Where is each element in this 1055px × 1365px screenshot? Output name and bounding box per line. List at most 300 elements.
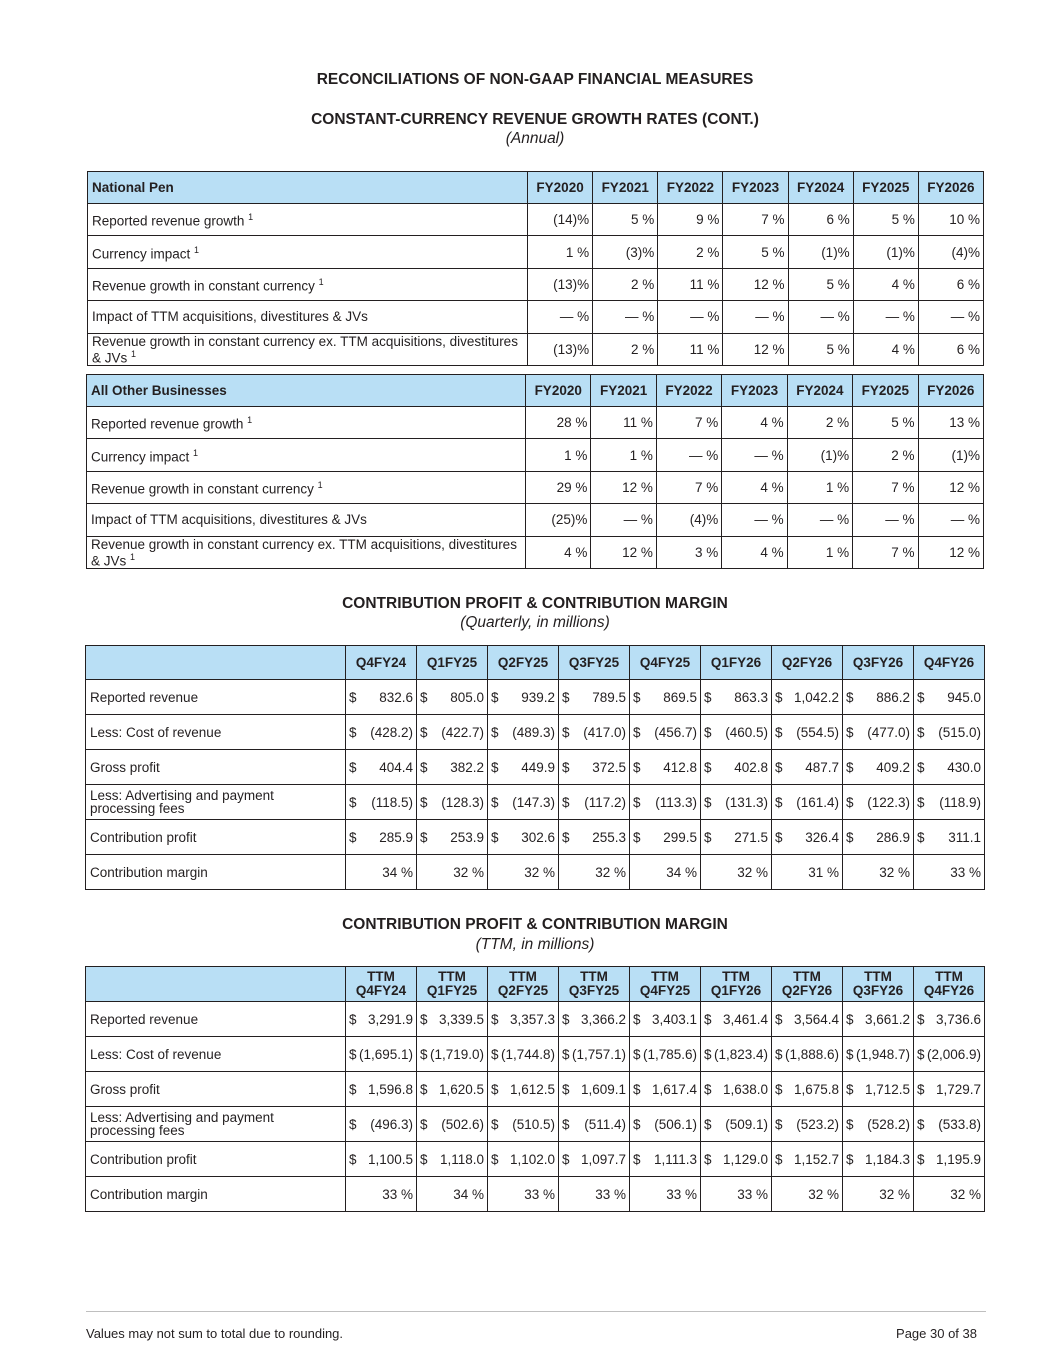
cell-value: [914, 715, 985, 750]
cell-value: 6 %: [918, 268, 983, 300]
table-row: [86, 715, 985, 750]
currency-symbol: $: [633, 689, 641, 705]
footnote-marker: 1: [248, 212, 254, 223]
cell-value: [630, 1002, 701, 1037]
amount: 832.6: [379, 689, 413, 705]
amount: (1,719.0): [429, 1046, 484, 1062]
national-pen-table: [87, 171, 984, 366]
cell-value: 7 %: [656, 407, 721, 439]
column-header: [772, 967, 843, 1002]
column-header: [559, 967, 630, 1002]
amount: (523.2): [796, 1116, 839, 1132]
cell-value: [772, 1037, 843, 1072]
cell-value: 7 %: [853, 536, 918, 568]
cell-value: [630, 785, 701, 820]
column-header-line: Q2FY25: [497, 983, 549, 998]
amount: (1,785.6): [642, 1046, 697, 1062]
currency-symbol: $: [846, 829, 854, 845]
cell-value: 5 %: [788, 268, 853, 300]
amount: 1,152.7: [793, 1151, 839, 1167]
table-row: [88, 301, 984, 333]
column-header: Q1FY25: [417, 646, 488, 680]
amount: 32 %: [950, 1186, 981, 1202]
cell-value: [488, 1002, 559, 1037]
cell-value: [488, 1072, 559, 1107]
cell-value: [630, 1037, 701, 1072]
amount: 805.0: [450, 689, 484, 705]
currency-symbol: $: [775, 1151, 783, 1167]
footer-note: Values may not sum to total due to rounding.: [86, 1326, 344, 1341]
amount: (1,948.7): [855, 1046, 910, 1062]
cell-value: [630, 820, 701, 855]
currency-symbol: $: [917, 794, 925, 810]
amount: 32 %: [524, 864, 555, 880]
cell-value: 12 %: [591, 471, 656, 503]
cell-value: [630, 1177, 701, 1212]
cell-value: (13)%: [528, 333, 593, 365]
amount: 3,461.4: [722, 1011, 768, 1027]
amount: 299.5: [663, 829, 697, 845]
amount: 1,617.4: [651, 1081, 697, 1097]
cell-value: [488, 750, 559, 785]
currency-symbol: $: [491, 1046, 499, 1062]
currency-symbol: $: [633, 1116, 641, 1132]
column-header: Q4FY24: [346, 646, 417, 680]
currency-symbol: $: [775, 689, 783, 705]
amount: 32 %: [879, 1186, 910, 1202]
table-row: [86, 750, 985, 785]
cell-value: [488, 1142, 559, 1177]
amount: 3,661.2: [864, 1011, 910, 1027]
column-header-line: TTM: [651, 969, 679, 984]
amount: (515.0): [938, 724, 981, 740]
cell-value: 1 %: [528, 236, 593, 268]
cell-value: [701, 1072, 772, 1107]
header-row: [87, 375, 984, 407]
cell-value: — %: [853, 301, 918, 333]
currency-symbol: $: [420, 1081, 428, 1097]
contribution-quarterly-table: [85, 645, 985, 890]
cell-value: [701, 750, 772, 785]
currency-symbol: $: [349, 1151, 357, 1167]
amount: 34 %: [666, 864, 697, 880]
column-header-line: Q1FY25: [426, 983, 478, 998]
column-header: [488, 967, 559, 1002]
amount: 1,712.5: [864, 1081, 910, 1097]
cell-value: 11 %: [658, 268, 723, 300]
amount: 3,564.4: [793, 1011, 839, 1027]
cell-value: — %: [722, 439, 787, 471]
currency-symbol: $: [775, 794, 783, 810]
amount: 255.3: [592, 829, 626, 845]
table-row: [86, 1002, 985, 1037]
amount: 1,102.0: [509, 1151, 555, 1167]
cell-value: — %: [918, 301, 983, 333]
currency-symbol: $: [562, 1116, 570, 1132]
column-header-line: Q3FY26: [852, 983, 904, 998]
page-title: RECONCILIATIONS OF NON-GAAP FINANCIAL MEASURES: [316, 71, 754, 88]
section-subtitle-ttm: (TTM, in millions): [475, 936, 595, 953]
cell-value: [843, 1002, 914, 1037]
amount: 449.9: [521, 759, 555, 775]
amount: 1,620.5: [438, 1081, 484, 1097]
amount: 3,403.1: [651, 1011, 697, 1027]
cell-value: [559, 785, 630, 820]
cell-value: (4)%: [656, 504, 721, 536]
cell-value: [843, 1142, 914, 1177]
cell-value: 12 %: [918, 536, 983, 568]
amount: 863.3: [734, 689, 768, 705]
amount: (1,757.1): [571, 1046, 626, 1062]
cell-value: — %: [787, 504, 852, 536]
cell-value: 11 %: [658, 333, 723, 365]
amount: (147.3): [512, 794, 555, 810]
cell-value: [772, 680, 843, 715]
amount: (509.1): [725, 1116, 768, 1132]
row-label: [87, 439, 526, 471]
cell-value: 12 %: [723, 268, 788, 300]
cell-value: [843, 1072, 914, 1107]
amount: 1,195.9: [935, 1151, 981, 1167]
cell-value: [843, 1177, 914, 1212]
cell-value: [701, 1002, 772, 1037]
cell-value: [630, 1107, 701, 1142]
cell-value: [559, 1142, 630, 1177]
cell-value: 6 %: [918, 333, 983, 365]
cell-value: [559, 1002, 630, 1037]
cell-value: [559, 750, 630, 785]
row-label: [87, 407, 526, 439]
cell-value: 1 %: [526, 439, 591, 471]
amount: 1,609.1: [580, 1081, 626, 1097]
currency-symbol: $: [349, 724, 357, 740]
cell-value: [346, 715, 417, 750]
column-header: Q3FY25: [559, 646, 630, 680]
cell-value: [559, 715, 630, 750]
amount: (122.3): [867, 794, 910, 810]
cell-value: 2 %: [787, 407, 852, 439]
amount: (460.5): [725, 724, 768, 740]
amount: (502.6): [441, 1116, 484, 1132]
cell-value: [488, 820, 559, 855]
amount: (1,823.4): [713, 1046, 768, 1062]
currency-symbol: $: [846, 1046, 854, 1062]
column-header-line: TTM: [580, 969, 608, 984]
currency-symbol: $: [420, 759, 428, 775]
column-header: FY2020: [528, 172, 593, 204]
cell-value: [772, 855, 843, 890]
currency-symbol: $: [917, 1081, 925, 1097]
cell-value: [346, 855, 417, 890]
amount: 1,111.3: [653, 1151, 697, 1167]
cell-value: [843, 750, 914, 785]
row-label: [87, 504, 526, 536]
currency-symbol: $: [775, 724, 783, 740]
cell-value: 5 %: [723, 236, 788, 268]
table-row: [88, 204, 984, 236]
footer-divider: [86, 1311, 986, 1312]
table-row: [88, 333, 984, 365]
column-header: FY2020: [526, 375, 591, 407]
column-header: [346, 967, 417, 1002]
amount: 1,042.2: [793, 689, 839, 705]
amount: (422.7): [441, 724, 484, 740]
cell-value: [417, 785, 488, 820]
currency-symbol: $: [420, 829, 428, 845]
currency-symbol: $: [846, 1116, 854, 1132]
cell-value: [417, 750, 488, 785]
cell-value: [630, 750, 701, 785]
currency-symbol: $: [775, 1011, 783, 1027]
cell-value: [701, 1037, 772, 1072]
cell-value: [346, 1142, 417, 1177]
table-row: [86, 1037, 985, 1072]
footnote-marker: 1: [317, 480, 323, 491]
table-row: [87, 504, 984, 536]
currency-symbol: $: [846, 794, 854, 810]
currency-symbol: $: [704, 759, 712, 775]
currency-symbol: $: [704, 1116, 712, 1132]
section-title-contribution-quarterly: CONTRIBUTION PROFIT & CONTRIBUTION MARGIN: [342, 595, 728, 612]
cell-value: [417, 1002, 488, 1037]
row-label-text: Impact of TTM acquisitions, divestitures & JVs: [92, 309, 368, 325]
column-header: Q2FY26: [772, 646, 843, 680]
currency-symbol: $: [917, 1151, 925, 1167]
currency-symbol: $: [704, 1011, 712, 1027]
amount: 285.9: [379, 829, 413, 845]
row-label-text: Revenue growth in constant currency: [92, 278, 319, 294]
cell-value: — %: [656, 439, 721, 471]
cell-value: (25)%: [526, 504, 591, 536]
cell-value: [772, 715, 843, 750]
amount: 302.6: [521, 829, 555, 845]
amount: 311.1: [948, 829, 981, 845]
cell-value: 5 %: [853, 407, 918, 439]
amount: 3,339.5: [438, 1011, 484, 1027]
cell-value: [488, 715, 559, 750]
column-header: [843, 967, 914, 1002]
section-subtitle-quarterly: (Quarterly, in millions): [460, 614, 610, 631]
cell-value: [417, 1177, 488, 1212]
cell-value: [914, 785, 985, 820]
cell-value: 13 %: [918, 407, 983, 439]
currency-symbol: $: [775, 759, 783, 775]
amount: (128.3): [441, 794, 484, 810]
cell-value: [843, 785, 914, 820]
cell-value: — %: [723, 301, 788, 333]
cell-value: [559, 820, 630, 855]
table-row: [86, 1142, 985, 1177]
cell-value: [488, 1177, 559, 1212]
cell-value: [701, 1107, 772, 1142]
cell-value: [346, 750, 417, 785]
column-header: Q2FY25: [488, 646, 559, 680]
amount: 31 %: [808, 864, 839, 880]
currency-symbol: $: [704, 689, 712, 705]
amount: 33 %: [950, 864, 981, 880]
cell-value: [701, 785, 772, 820]
column-header: FY2026: [918, 375, 983, 407]
currency-symbol: $: [491, 1011, 499, 1027]
cell-value: [346, 1177, 417, 1212]
currency-symbol: $: [775, 1081, 783, 1097]
amount: 789.5: [592, 689, 626, 705]
cell-value: 2 %: [593, 333, 658, 365]
cell-value: [346, 1002, 417, 1037]
amount: 326.4: [805, 829, 839, 845]
cell-value: [772, 1107, 843, 1142]
row-label: Less: Advertising and payment processing fees: [86, 785, 346, 820]
currency-symbol: $: [491, 1116, 499, 1132]
currency-symbol: $: [846, 759, 854, 775]
cell-value: 29 %: [526, 471, 591, 503]
cell-value: [701, 1177, 772, 1212]
amount: (118.9): [939, 794, 981, 810]
currency-symbol: $: [562, 829, 570, 845]
column-header: FY2025: [853, 375, 918, 407]
currency-symbol: $: [704, 1081, 712, 1097]
row-label: [87, 471, 526, 503]
currency-symbol: $: [420, 794, 428, 810]
currency-symbol: $: [491, 724, 499, 740]
cell-value: [417, 715, 488, 750]
column-header: Q4FY26: [914, 646, 985, 680]
cell-value: 5 %: [853, 204, 918, 236]
currency-symbol: $: [633, 794, 641, 810]
currency-symbol: $: [633, 1011, 641, 1027]
amount: (161.4): [796, 794, 839, 810]
amount: 33 %: [595, 1186, 626, 1202]
row-label: [88, 301, 528, 333]
cell-value: [417, 1142, 488, 1177]
cell-value: [488, 1107, 559, 1142]
currency-symbol: $: [846, 724, 854, 740]
cell-value: 5 %: [788, 333, 853, 365]
currency-symbol: $: [349, 1011, 357, 1027]
currency-symbol: $: [349, 794, 357, 810]
table-row: [87, 407, 984, 439]
cell-value: [914, 1107, 985, 1142]
cell-value: [559, 855, 630, 890]
cell-value: [914, 1072, 985, 1107]
amount: 32 %: [737, 864, 768, 880]
table-row: [88, 268, 984, 300]
row-label-text: Currency impact: [91, 449, 190, 465]
amount: 1,596.8: [367, 1081, 413, 1097]
currency-symbol: $: [349, 1116, 357, 1132]
currency-symbol: $: [562, 1081, 570, 1097]
cell-value: (4)%: [918, 236, 983, 268]
cell-value: [346, 1037, 417, 1072]
currency-symbol: $: [775, 1046, 783, 1062]
amount: 33 %: [737, 1186, 768, 1202]
cell-value: (1)%: [787, 439, 852, 471]
amount: (533.8): [938, 1116, 981, 1132]
cell-value: [914, 855, 985, 890]
column-header-line: Q4FY25: [639, 983, 691, 998]
cell-value: [772, 1177, 843, 1212]
cell-value: [914, 680, 985, 715]
table-row: [87, 536, 984, 568]
column-header: Q4FY25: [630, 646, 701, 680]
row-label: [88, 333, 528, 365]
amount: 33 %: [382, 1186, 413, 1202]
amount: 372.5: [592, 759, 626, 775]
row-label: Gross profit: [86, 1072, 346, 1107]
cell-value: [559, 1037, 630, 1072]
cell-value: [772, 1072, 843, 1107]
column-header-line: TTM: [509, 969, 537, 984]
table-title: All Other Businesses: [87, 375, 526, 407]
amount: (510.5): [512, 1116, 555, 1132]
cell-value: 7 %: [723, 204, 788, 236]
currency-symbol: $: [633, 1046, 641, 1062]
cell-value: 2 %: [853, 439, 918, 471]
row-label: Reported revenue: [86, 680, 346, 715]
cell-value: [417, 1072, 488, 1107]
currency-symbol: $: [704, 1046, 712, 1062]
currency-symbol: $: [420, 1116, 428, 1132]
currency-symbol: $: [704, 794, 712, 810]
cell-value: [914, 1177, 985, 1212]
amount: 1,612.5: [509, 1081, 555, 1097]
row-label-text: Reported revenue growth: [92, 213, 245, 229]
cell-value: [914, 820, 985, 855]
column-header-line: TTM: [793, 969, 821, 984]
cell-value: [417, 820, 488, 855]
row-label: [87, 536, 526, 568]
column-header: FY2022: [656, 375, 721, 407]
cell-value: — %: [591, 504, 656, 536]
table-row: [86, 1177, 985, 1212]
amount: 1,097.7: [580, 1151, 626, 1167]
cell-value: — %: [918, 504, 983, 536]
column-header: FY2023: [722, 375, 787, 407]
cell-value: 4 %: [722, 471, 787, 503]
row-label: Gross profit: [86, 750, 346, 785]
table-row: [86, 855, 985, 890]
currency-symbol: $: [917, 759, 925, 775]
amount: 1,100.5: [367, 1151, 413, 1167]
currency-symbol: $: [491, 829, 499, 845]
cell-value: [346, 820, 417, 855]
cell-value: — %: [593, 301, 658, 333]
cell-value: [346, 680, 417, 715]
column-header: FY2025: [853, 172, 918, 204]
section-title-contribution-ttm: CONTRIBUTION PROFIT & CONTRIBUTION MARGIN: [342, 916, 728, 933]
page-number: Page 30 of 38: [896, 1326, 977, 1341]
cell-value: [701, 680, 772, 715]
amount: 33 %: [524, 1186, 555, 1202]
table-row: [88, 236, 984, 268]
currency-symbol: $: [704, 724, 712, 740]
currency-symbol: $: [349, 1081, 357, 1097]
currency-symbol: $: [491, 794, 499, 810]
column-header: FY2024: [788, 172, 853, 204]
amount: 253.9: [450, 829, 484, 845]
amount: (428.2): [370, 724, 413, 740]
amount: 271.5: [734, 829, 768, 845]
row-label-text: Revenue growth in constant currency ex. TTM acquisitions, divestitures & JVs: [92, 333, 518, 365]
row-label-text: Revenue growth in constant currency ex. TTM acquisitions, divestitures & JVs: [91, 536, 517, 568]
cell-value: 6 %: [788, 204, 853, 236]
cell-value: [488, 1037, 559, 1072]
cell-value: [772, 820, 843, 855]
currency-symbol: $: [562, 724, 570, 740]
column-header-line: TTM: [935, 969, 963, 984]
contribution-ttm-table: [85, 966, 985, 1212]
currency-symbol: $: [704, 829, 712, 845]
